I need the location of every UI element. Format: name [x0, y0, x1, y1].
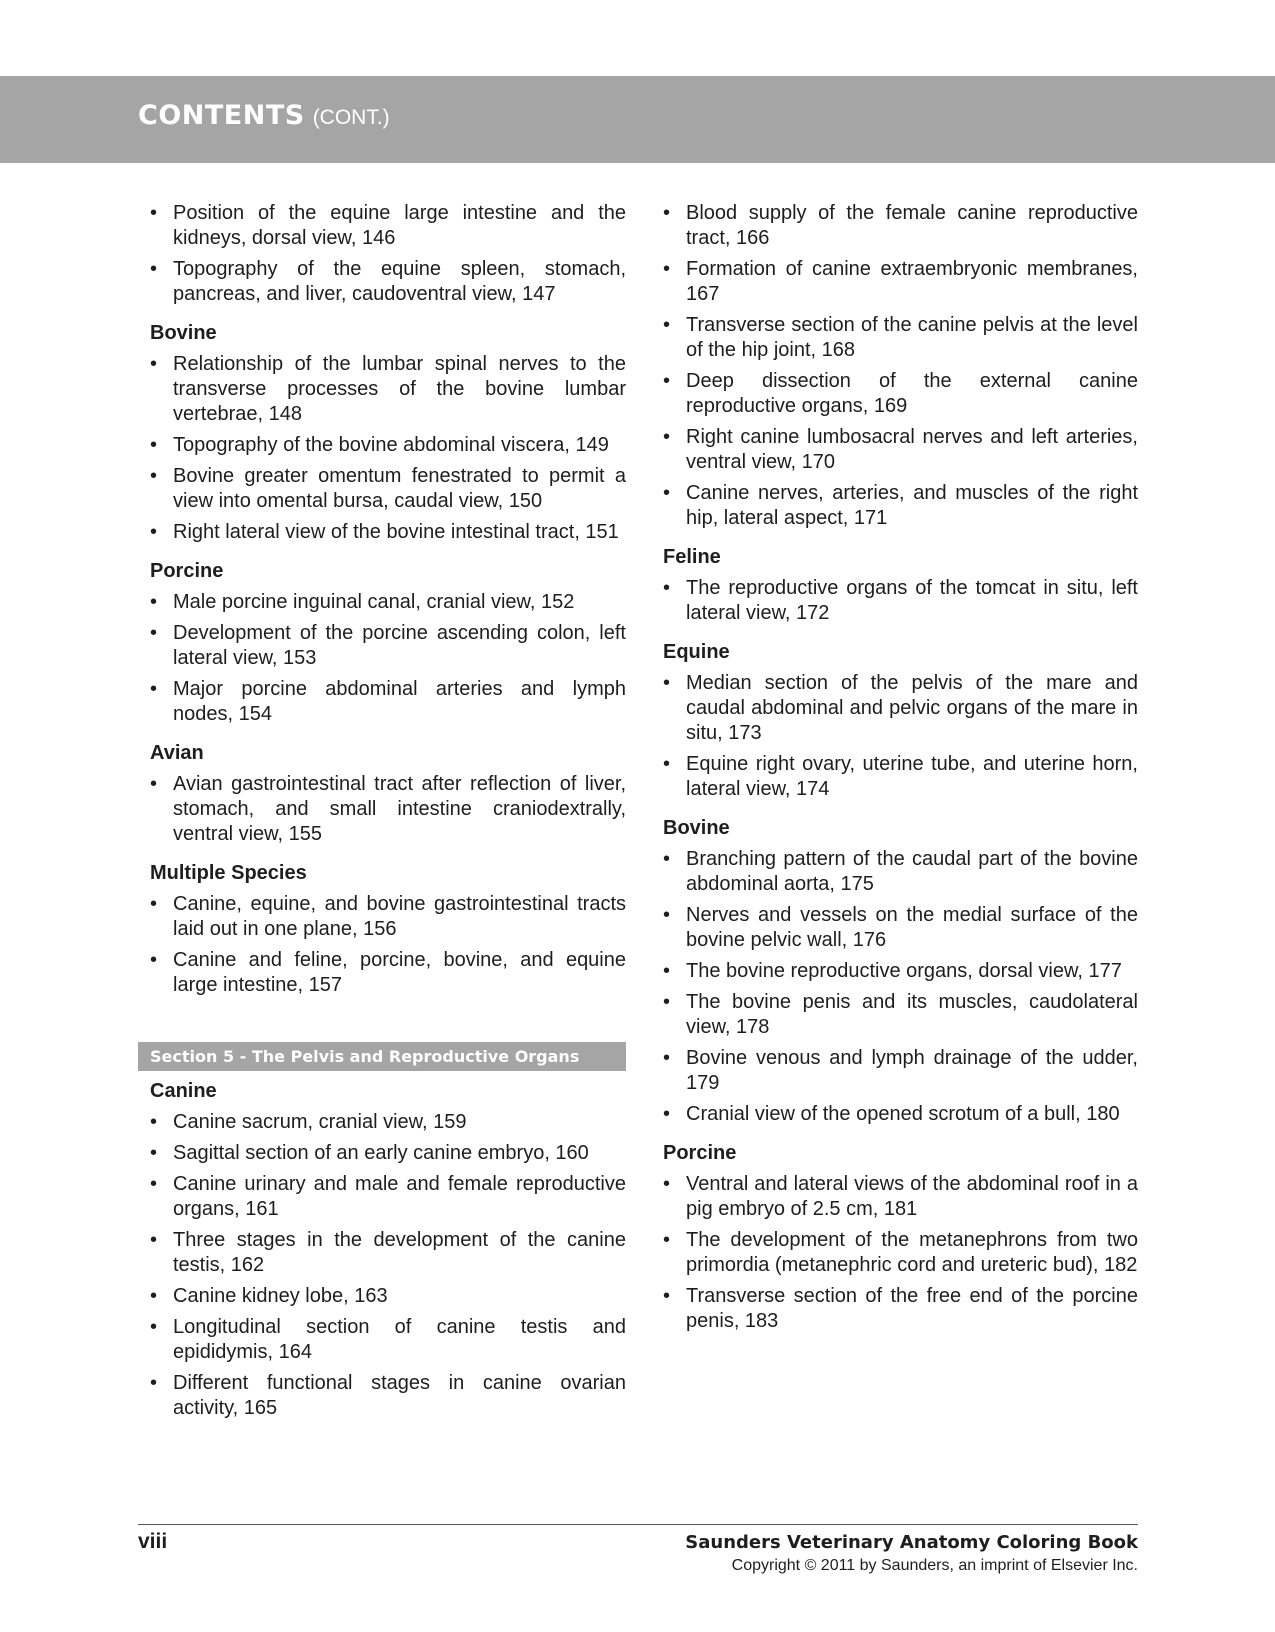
- list-item: • Right canine lumbosacral nerves and left arteries, ventral view, 170: [663, 425, 1138, 475]
- list-item: • Bovine venous and lymph drainage of the udder, 179: [663, 1046, 1138, 1096]
- list-item: • Major porcine abdominal arteries and lymph nodes, 154: [150, 677, 626, 727]
- list-item: • The bovine reproductive organs, dorsal view, 177: [663, 959, 1138, 984]
- group-heading: Avian: [150, 742, 204, 764]
- list-item: • Different functional stages in canine ovarian activity, 165: [150, 1371, 626, 1421]
- list-item: • Canine sacrum, cranial view, 159: [150, 1110, 626, 1135]
- group-heading: Multiple Species: [150, 862, 307, 884]
- group-list: [150, 590, 626, 727]
- list-item: • Transverse section of the free end of the porcine penis, 183: [663, 1284, 1138, 1334]
- group-heading: Bovine: [150, 322, 217, 344]
- group-list: [663, 671, 1138, 802]
- list-item: • Canine, equine, and bovine gastrointestinal tracts laid out in one plane, 156: [150, 892, 626, 942]
- group-heading: Bovine: [663, 817, 730, 839]
- list-item: • Ventral and lateral views of the abdominal roof in a pig embryo of 2.5 cm, 181: [663, 1172, 1138, 1222]
- group-list: [150, 892, 626, 998]
- group-heading: Canine: [150, 1080, 217, 1102]
- group-heading: Porcine: [150, 560, 224, 582]
- section-title-bar: Section 5 - The Pelvis and Reproductive Organs: [138, 1042, 626, 1071]
- list-item: • Canine and feline, porcine, bovine, and equine large intestine, 157: [150, 948, 626, 998]
- group-heading: Feline: [663, 546, 721, 568]
- list-item: • Equine right ovary, uterine tube, and uterine horn, lateral view, 174: [663, 752, 1138, 802]
- list-item: • Avian gastrointestinal tract after reflection of liver, stomach, and small intestine craniodextrally, ventral view, 155: [150, 772, 626, 847]
- right-intro-list: [663, 201, 1138, 531]
- page-title-main: CONTENTS: [138, 100, 305, 131]
- list-item: • Male porcine inguinal canal, cranial view, 152: [150, 590, 626, 615]
- page-title-subtitle: (CONT.): [312, 106, 390, 129]
- list-item: • Cranial view of the opened scrotum of a bull, 180: [663, 1102, 1138, 1127]
- group-list: [150, 772, 626, 847]
- list-item: • Canine nerves, arteries, and muscles of the right hip, lateral aspect, 171: [663, 481, 1138, 531]
- list-item: • Blood supply of the female canine reproductive tract, 166: [663, 201, 1138, 251]
- group-heading: Porcine: [663, 1142, 737, 1164]
- list-item: • Canine kidney lobe, 163: [150, 1284, 626, 1309]
- list-item: • Topography of the equine spleen, stomach, pancreas, and liver, caudoventral view, 147: [150, 257, 626, 307]
- list-item: • The bovine penis and its muscles, caudolateral view, 178: [663, 990, 1138, 1040]
- page-title: [138, 100, 390, 131]
- list-item: • The reproductive organs of the tomcat in situ, left lateral view, 172: [663, 576, 1138, 626]
- page-number: viii: [138, 1530, 168, 1553]
- list-item: • Median section of the pelvis of the mare and caudal abdominal and pelvic organs of the mare in situ, 173: [663, 671, 1138, 746]
- group-heading: Equine: [663, 641, 730, 663]
- list-item: • Nerves and vessels on the medial surface of the bovine pelvic wall, 176: [663, 903, 1138, 953]
- right-column: [663, 201, 1138, 1340]
- list-item: • Sagittal section of an early canine embryo, 160: [150, 1141, 626, 1166]
- group-list: [663, 847, 1138, 1127]
- list-item: • Right lateral view of the bovine intestinal tract, 151: [150, 520, 626, 545]
- list-item: • Position of the equine large intestine and the kidneys, dorsal view, 146: [150, 201, 626, 251]
- list-item: • Branching pattern of the caudal part of the bovine abdominal aorta, 175: [663, 847, 1138, 897]
- list-item: • Bovine greater omentum fenestrated to permit a view into omental bursa, caudal view, 150: [150, 464, 626, 514]
- list-item: • Canine urinary and male and female reproductive organs, 161: [150, 1172, 626, 1222]
- group-list: [663, 576, 1138, 626]
- book-title: Saunders Veterinary Anatomy Coloring Book: [685, 1532, 1138, 1553]
- left-intro-list: [150, 201, 626, 307]
- copyright-notice: Copyright © 2011 by Saunders, an imprint of Elsevier Inc.: [731, 1557, 1138, 1574]
- list-item: • Development of the porcine ascending colon, left lateral view, 153: [150, 621, 626, 671]
- list-item: • Transverse section of the canine pelvis at the level of the hip joint, 168: [663, 313, 1138, 363]
- list-item: • Longitudinal section of canine testis and epididymis, 164: [150, 1315, 626, 1365]
- group-list: [150, 1110, 626, 1421]
- list-item: • Formation of canine extraembryonic membranes, 167: [663, 257, 1138, 307]
- list-item: • Three stages in the development of the canine testis, 162: [150, 1228, 626, 1278]
- list-item: • Relationship of the lumbar spinal nerves to the transverse processes of the bovine lumbar vertebrae, 148: [150, 352, 626, 427]
- group-list: [150, 352, 626, 545]
- list-item: • The development of the metanephrons from two primordia (metanephric cord and ureteric bud), 182: [663, 1228, 1138, 1278]
- footer-divider: [138, 1524, 1138, 1525]
- list-item: • Topography of the bovine abdominal viscera, 149: [150, 433, 626, 458]
- group-list: [663, 1172, 1138, 1334]
- left-column: [150, 201, 626, 1427]
- list-item: • Deep dissection of the external canine reproductive organs, 169: [663, 369, 1138, 419]
